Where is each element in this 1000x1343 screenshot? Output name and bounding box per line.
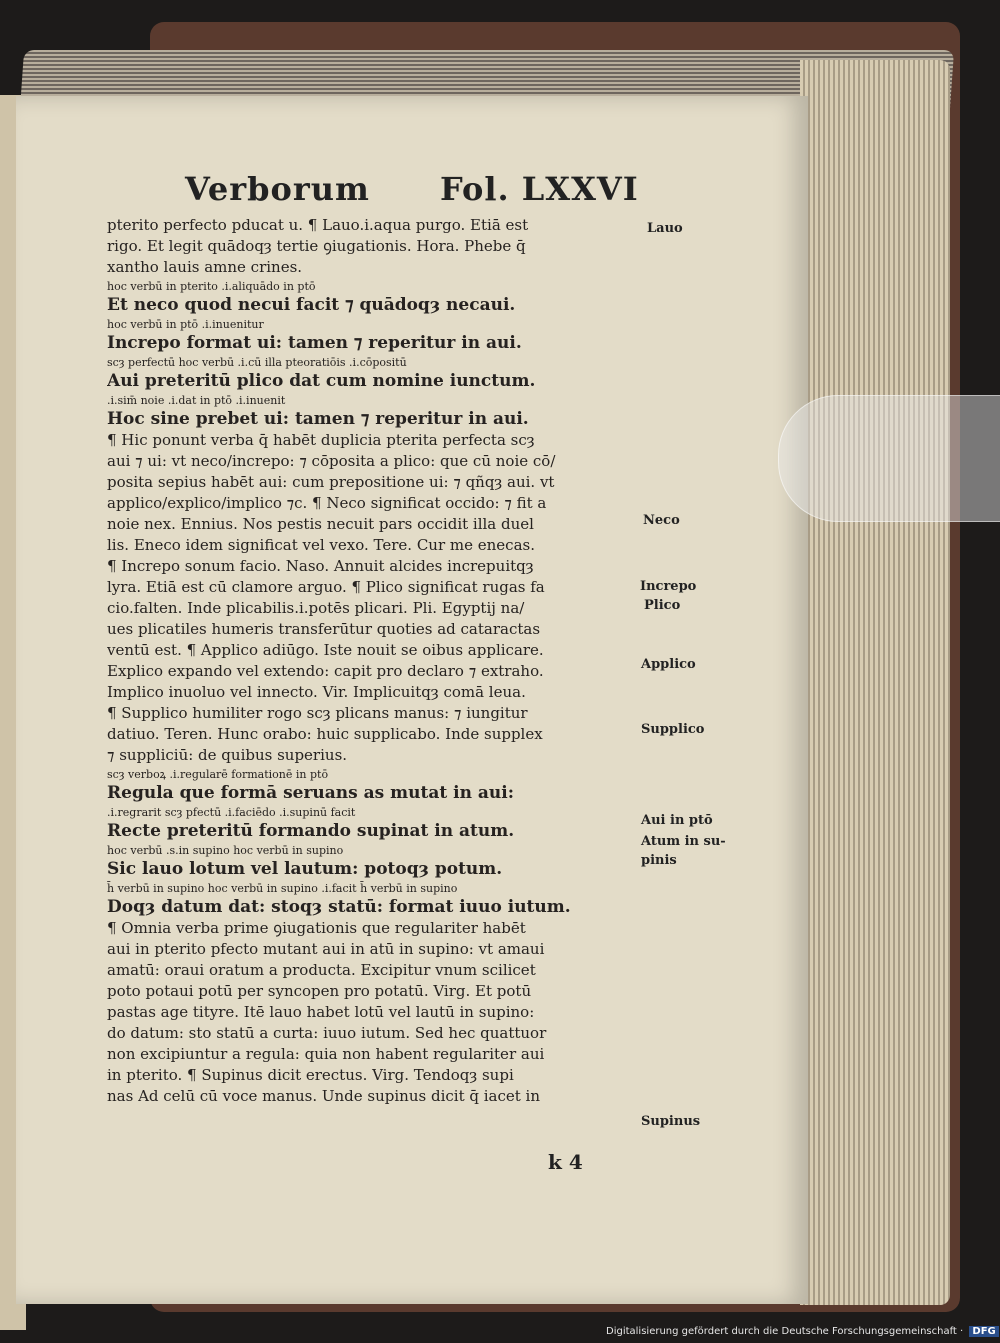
commentary-line: do datum: sto statū a curta: iuuo iutum. Sed hec quattuor xyxy=(107,1024,547,1042)
margin-note-plico: Plico xyxy=(644,598,681,613)
commentary-line: datiuo. Teren. Hunc orabo: huic supplicabo. Inde supplex xyxy=(107,725,543,743)
commentary-line: noie nex. Ennius. Nos pestis necuit pars occidit illa duel xyxy=(107,515,534,533)
book-clamp xyxy=(778,395,1000,522)
commentary-line: Implico inuoluo vel innecto. Vir. Implicuitqȝ comā leua. xyxy=(107,683,526,701)
commentary-line: ¶ Hic ponunt verba q̄ habēt duplicia pterita perfecta scȝ xyxy=(107,431,535,449)
verse-line: Doqȝ datum dat: stoqȝ statū: format iuuo iutum. xyxy=(107,897,571,917)
commentary-line: ¶ Omnia verba prime ꝯiugationis que regulariter habēt xyxy=(107,919,526,937)
commentary-line: Explico expando vel extendo: capit pro declaro ⁊ extraho. xyxy=(107,662,544,680)
verse-line: Aui preteritū plico dat cum nomine iunctum. xyxy=(107,371,536,391)
commentary-line: aui in pterito pfecto mutant aui in atū in supino: vt amaui xyxy=(107,940,545,958)
margin-note-pinis: pinis xyxy=(641,853,677,868)
gloss-line: hoc verbū .s.in supino hoc verbū in supino xyxy=(107,844,344,857)
commentary-line: ues plicatiles humeris transferūtur quoties ad cataractas xyxy=(107,620,541,638)
verse-line: Recte preteritū formando supinat in atum. xyxy=(107,821,515,841)
verse-line: Sic lauo lotum vel lautum: potoqȝ potum. xyxy=(107,859,503,879)
dfg-logo: DFG xyxy=(969,1326,998,1337)
verse-line: Hoc sine prebet ui: tamen ⁊ reperitur in aui. xyxy=(107,409,529,429)
commentary-line: lyra. Etiā est cū clamore arguo. ¶ Plico significat rugas fa xyxy=(107,578,545,596)
commentary-line: lis. Eneco idem significat vel vexo. Tere. Cur me enecas. xyxy=(107,536,535,554)
margin-note-atum: Atum in su- xyxy=(641,834,726,849)
margin-note-neco: Neco xyxy=(643,513,680,528)
commentary-line: amatū: oraui oratum a producta. Excipitur vnum scilicet xyxy=(107,961,536,979)
fore-edge-pages xyxy=(800,60,950,1305)
gloss-line: scȝ verboꝝ .i.regularē formationē in ptō xyxy=(107,768,329,781)
gloss-line: hoc verbū in ptō .i.inuenitur xyxy=(107,318,264,331)
verse-line: Et neco quod necui facit ⁊ quādoqȝ necaui. xyxy=(107,295,516,315)
digitization-credit xyxy=(606,1326,996,1337)
signature-mark: k 4 xyxy=(548,1150,583,1174)
commentary-line: ¶ Supplico humiliter rogo scȝ plicans manus: ⁊ iungitur xyxy=(107,704,528,722)
commentary-line: rigo. Et legit quādoqȝ tertie ꝯiugationis. Hora. Phebe q̄ xyxy=(107,237,526,255)
gloss-line: hoc verbū in pterito .i.aliquādo in ptō xyxy=(107,280,316,293)
margin-note-lauo: Lauo xyxy=(647,221,683,236)
commentary-line: ¶ Increpo sonum facio. Naso. Annuit alcides increpuitqȝ xyxy=(107,557,534,575)
margin-note-supplico: Supplico xyxy=(641,722,705,737)
credit-text: Digitalisierung gefördert durch die Deutsche Forschungsgemeinschaft · xyxy=(606,1326,964,1337)
commentary-line: xantho lauis amne crines. xyxy=(107,258,303,276)
commentary-line: poto potaui potū per syncopen pro potatū. Virg. Et potū xyxy=(107,982,532,1000)
margin-note-aui-in-pto: Aui in ptō xyxy=(641,813,713,828)
gloss-line: .i.sim̄ noie .i.dat in ptō .i.inuenit xyxy=(107,394,286,407)
margin-note-increpo: Increpo xyxy=(640,579,697,594)
running-head-left: Verborum xyxy=(185,170,370,208)
commentary-line: nas Ad celū cū voce manus. Unde supinus dicit q̄ iacet in xyxy=(107,1087,541,1105)
margin-note-supinus: Supinus xyxy=(641,1114,701,1129)
commentary-line: in pterito. ¶ Supinus dicit erectus. Virg. Tendoqȝ supi xyxy=(107,1066,514,1084)
commentary-line: cio.falten. Inde plicabilis.i.potēs plicari. Pli. Egyptij na/ xyxy=(107,599,525,617)
gloss-line: h̄ verbū in supino hoc verbū in supino .i.facit h̄ verbū in supino xyxy=(107,882,458,895)
gloss-line: .i.regrarit scȝ pfectū .i.faciēdo .i.supinū facit xyxy=(107,806,356,819)
verse-line: Regula que formā seruans as mutat in aui: xyxy=(107,783,514,803)
gloss-line: scȝ perfectū hoc verbū .i.cū illa pteoratiōis .i.cōpositū xyxy=(107,356,407,369)
commentary-line: pastas age tityre. Itē lauo habet lotū vel lautū in supino: xyxy=(107,1003,535,1021)
commentary-line: aui ⁊ ui: vt neco/increpo: ⁊ cōposita a plico: que cū noie cō/ xyxy=(107,452,556,470)
folio-number: Fol. LXXVI xyxy=(440,170,639,208)
margin-note-applico: Applico xyxy=(641,657,696,672)
commentary-line: posita sepius habēt aui: cum prepositione ui: ⁊ qñqȝ aui. vt xyxy=(107,473,555,491)
commentary-line: non excipiuntur a regula: quia non habent regulariter aui xyxy=(107,1045,545,1063)
commentary-line: ⁊ suppliciū: de quibus superius. xyxy=(107,746,348,764)
commentary-line: pterito perfecto pducat u. ¶ Lauo.i.aqua purgo. Etiā est xyxy=(107,216,529,234)
commentary-line: applico/explico/implico ⁊c. ¶ Neco significat occido: ⁊ fit a xyxy=(107,494,547,512)
commentary-line: ventū est. ¶ Applico adiūgo. Iste nouit se oibus applicare. xyxy=(107,641,544,659)
verse-line: Increpo format ui: tamen ⁊ reperitur in aui. xyxy=(107,333,522,353)
main-text xyxy=(107,215,647,1107)
